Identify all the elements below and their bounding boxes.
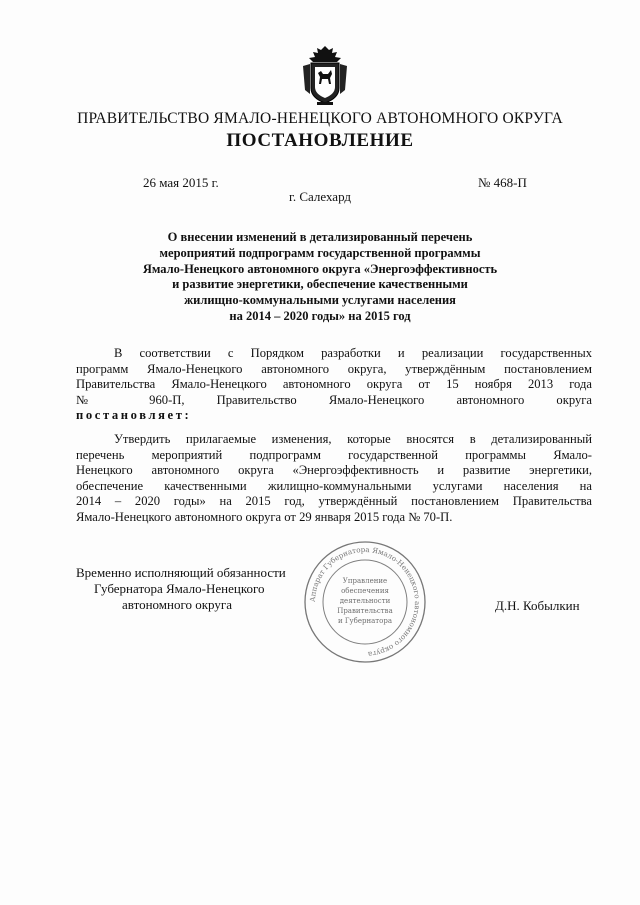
organization-title: ПРАВИТЕЛЬСТВО ЯМАЛО-НЕНЕЦКОГО АВТОНОМНОГО ОКРУГА (77, 110, 563, 127)
document-subject (100, 230, 540, 325)
paragraph-line: программ Ямало-Ненецкого автономного округа, утверждённым постановлением (76, 361, 592, 376)
paragraph-line: Ямало-Ненецкого автономного округа от 29 января 2015 года № 70-П. (76, 509, 453, 524)
stamp-center-line: Правительства (337, 607, 393, 615)
position-line: Губернатора Ямало-Ненецкого (94, 581, 265, 596)
subject-line: мероприятий подпрограмм государственной программы (159, 245, 481, 260)
subject-line: на 2014 – 2020 годы» на 2015 год (229, 308, 411, 323)
subject-line: жилищно-коммунальными услугами населения (184, 293, 456, 308)
paragraph-line: В соответствии с Порядком разработки и реализации государственных (114, 346, 592, 360)
stamp-center-line: Управление (342, 577, 388, 585)
paragraph-line: Утвердить прилагаемые изменения, которые вносятся в детализированный (114, 432, 592, 446)
paragraph-line: Ненецкого автономного округа «Энергоэффективность и развитие энергетики, (76, 463, 592, 478)
paragraph-line: 2014 – 2020 годы» на 2015 год, утверждённый постановлением Правительства (76, 494, 592, 509)
position-line: автономного округа (122, 597, 232, 612)
subject-line: и развитие энергетики, обеспечение качественными (172, 277, 468, 292)
position-line: Временно исполняющий обязанности (76, 565, 286, 580)
document-date: 26 мая 2015 г. (143, 175, 219, 190)
signatory-name: Д.Н. Кобылкин (495, 598, 580, 613)
paragraph-line: обеспечение качественными жилищно-коммунальными услугами населения на (76, 478, 592, 493)
stamp-center-line: обеспечения (341, 587, 389, 595)
paragraph-line: перечень мероприятий подпрограмм государственной программы Ямало- (76, 447, 592, 462)
subject-line: О внесении изменений в детализированный перечень (167, 230, 473, 244)
stamp-center-line: деятельности (339, 597, 391, 605)
document-type-title: ПОСТАНОВЛЕНИЕ (226, 130, 414, 151)
paragraph-line: № 960-П, Правительство Ямало-Ненецкого автономного округа (76, 392, 592, 407)
preamble-paragraph (76, 346, 592, 424)
coat-of-arms-emblem (301, 44, 349, 106)
decree-word: постановляет: (76, 408, 192, 423)
paragraph-line: Правительства Ямало-Ненецкого автономного округа от 15 ноября 2013 года (76, 377, 592, 392)
document-number: № 468-П (478, 175, 527, 190)
stamp-ring-text: Аппарат Губернатора Ямало-Ненецкого автономного округа (307, 544, 423, 659)
signatory-position (76, 565, 286, 613)
document-city: г. Салехард (288, 189, 352, 204)
official-stamp (300, 537, 430, 667)
stamp-center-line: и Губернатора (337, 617, 393, 625)
resolution-paragraph (76, 432, 592, 526)
subject-line: Ямало-Ненецкого автономного округа «Энергоэффективность (142, 261, 498, 276)
